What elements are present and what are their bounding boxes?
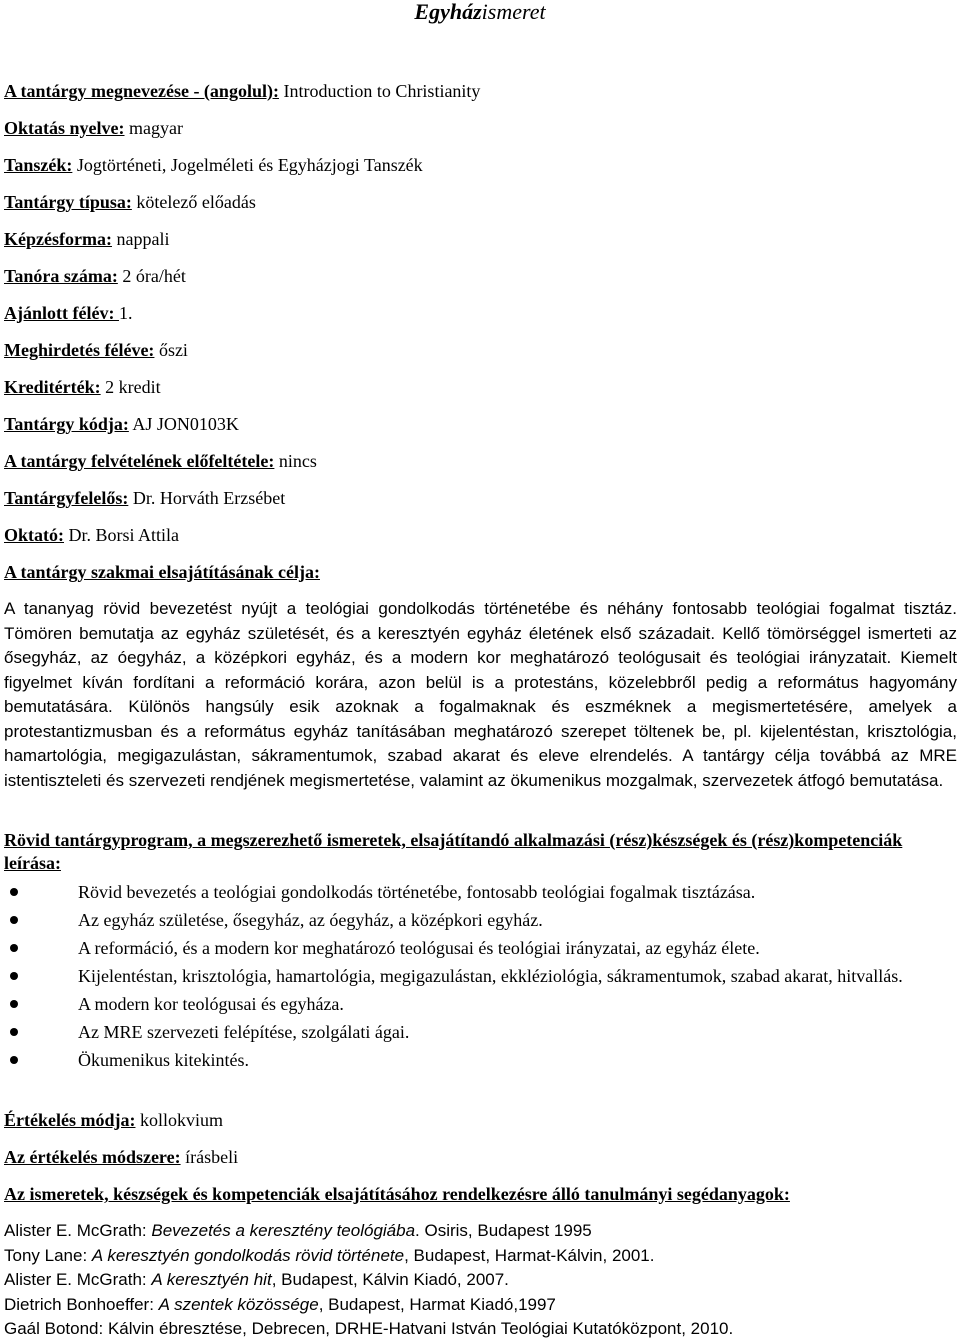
field-value: AJ JON0103K bbox=[128, 414, 239, 434]
field-lecturer bbox=[4, 524, 179, 546]
field-label: A tantárgy megnevezése - (angolul): bbox=[4, 81, 279, 101]
reference-author: Dietrich Bonhoeffer: bbox=[4, 1294, 159, 1314]
list-item: Kijelentéstan, krisztológia, hamartológia, megigazulástan, ekkléziológia, sákramentumok, szabad akarat, hitvallás. bbox=[4, 964, 957, 988]
field-value: írásbeli bbox=[180, 1147, 239, 1167]
field-value: 2 óra/hét bbox=[117, 266, 186, 286]
field-value: 1. bbox=[118, 303, 133, 323]
reference-title: A szentek közössége bbox=[158, 1294, 319, 1314]
goal-paragraph: A tananyag rövid bevezetést nyújt a teológiai gondolkodás történetébe és néhány fontosabb teológiai fogalmat tisztáz. Tömören bemutatja az egyház születését, és a keresztyén egyház életének első századait. Kellő tömörséggel ismerteti az ősegyház, az óegyház, a középkori egyház, és a modern kor meghatározó teológusait és teológiai irányzatait. Kiemelt figyelmet kíván fordítani a reformáció korára, azon belül is a protestáns, közelebbről pedig a református hagyomány bemutatására. Különös hangsúly esik azoknak a fogalmaknak és eszméknek a megismertetésére, amelyek a protestantizmusban és a református egyház tanításában meghatározó szerepet töltenek be, pl. kijelentéstan, krisztológia, hamartológia, megigazulástan, sákramentumok, szabad akarat és eleve elrendelés. A tantárgy célja továbbá az MRE istentiszteleti és szervezeti rendjének megismertetése, valamint az ökumenikus mozgalmak, szervezetek átfogó bemutatása. bbox=[4, 599, 957, 790]
field-value: 2 kredit bbox=[100, 377, 161, 397]
field-value: kollokvium bbox=[135, 1110, 223, 1130]
field-value: kötelező előadás bbox=[131, 192, 256, 212]
list-item: A reformáció, és a modern kor meghatározó teológusai és teológiai irányzatai, az egyház élete. bbox=[4, 936, 957, 960]
list-item: Ökumenikus kitekintés. bbox=[4, 1048, 957, 1072]
field-education-form bbox=[4, 228, 169, 250]
field-prerequisite bbox=[4, 450, 317, 472]
list-item: A modern kor teológusai és egyháza. bbox=[4, 992, 957, 1016]
field-label: Oktatás nyelve: bbox=[4, 118, 125, 138]
title-italic-part: Egyház bbox=[414, 0, 482, 24]
list-item: Rövid bevezetés a teológiai gondolkodás történetébe, fontosabb teológiai fogalmak tisztázása. bbox=[4, 880, 957, 904]
reference-item bbox=[4, 1244, 957, 1269]
reference-title: A keresztyén gondolkodás rövid története bbox=[91, 1245, 405, 1265]
reference-title: A keresztyén hit bbox=[151, 1270, 272, 1289]
field-label: Értékelés módja: bbox=[4, 1110, 136, 1130]
field-course-code bbox=[4, 413, 239, 435]
field-department bbox=[4, 154, 423, 176]
field-label: Képzésforma: bbox=[4, 229, 112, 249]
field-label: A tantárgy felvételének előfeltétele: bbox=[4, 451, 275, 471]
field-value: nappali bbox=[111, 229, 170, 249]
goal-heading: A tantárgy szakmai elsajátításának célja: bbox=[4, 562, 320, 582]
field-value: magyar bbox=[124, 118, 183, 138]
reference-author: Tony Lane: bbox=[4, 1245, 92, 1265]
reference-details: , Budapest, Harmat-Kálvin, 2001. bbox=[404, 1245, 655, 1265]
field-value: Introduction to Christianity bbox=[278, 81, 481, 101]
field-evaluation-mode bbox=[4, 1109, 223, 1131]
field-label: Oktató: bbox=[4, 525, 64, 545]
reference-list bbox=[4, 1219, 957, 1342]
reference-item bbox=[4, 1293, 957, 1318]
field-label: Tanóra száma: bbox=[4, 266, 118, 286]
reference-author: Alister E. McGrath: bbox=[4, 1221, 152, 1240]
reference-item bbox=[4, 1219, 957, 1244]
field-label: Ajánlott félév: bbox=[4, 303, 119, 323]
materials-heading: Az ismeretek, készségek és kompetenciák elsajátításához rendelkezésre álló tanulmányi segédanyagok: bbox=[4, 1184, 790, 1204]
reference-title: Bevezetés a keresztény teológiába bbox=[151, 1221, 416, 1240]
program-list bbox=[4, 880, 957, 1072]
page-title bbox=[0, 0, 960, 24]
field-course-type bbox=[4, 191, 256, 213]
field-value: Jogtörténeti, Jogelméleti és Egyházjogi Tanszék bbox=[72, 155, 423, 175]
list-item: Az egyház születése, ősegyház, az óegyház, a középkori egyház. bbox=[4, 908, 957, 932]
title-rest-part: ismeret bbox=[481, 0, 546, 24]
reference-author: Alister E. McGrath: bbox=[4, 1270, 152, 1289]
field-label: Tantárgy típusa: bbox=[4, 192, 132, 212]
list-item: Az MRE szervezeti felépítése, szolgálati ágai. bbox=[4, 1020, 957, 1044]
field-label: Tanszék: bbox=[4, 155, 73, 175]
reference-item bbox=[4, 1268, 957, 1293]
field-semester bbox=[4, 302, 132, 324]
field-label: Meghirdetés féléve: bbox=[4, 340, 155, 360]
reference-details: . Osiris, Budapest 1995 bbox=[415, 1221, 592, 1240]
program-heading: Rövid tantárgyprogram, a megszerezhető ismeretek, elsajátítandó alkalmazási (rész)készségek és (rész)kompetenciák leírása: bbox=[4, 830, 903, 873]
field-announcement bbox=[4, 339, 188, 361]
field-course-name bbox=[4, 80, 480, 102]
field-evaluation-method bbox=[4, 1146, 238, 1168]
field-value: Dr. Horváth Erzsébet bbox=[128, 488, 286, 508]
field-label: Az értékelés módszere: bbox=[4, 1147, 181, 1167]
field-label: Kreditérték: bbox=[4, 377, 101, 397]
field-value: nincs bbox=[274, 451, 317, 471]
field-value: Dr. Borsi Attila bbox=[64, 525, 180, 545]
field-label: Tantárgy kódja: bbox=[4, 414, 129, 434]
field-language bbox=[4, 117, 183, 139]
reference-details: , Budapest, Kálvin Kiadó, 2007. bbox=[271, 1270, 509, 1289]
field-responsible bbox=[4, 487, 285, 509]
reference-author: Gaál Botond: Kálvin ébresztése, Debrecen, DRHE-Hatvani István Teológiai Kutatóközpont, 2010. bbox=[4, 1319, 734, 1338]
reference-item bbox=[4, 1317, 957, 1342]
field-value: őszi bbox=[154, 340, 188, 360]
reference-details: , Budapest, Harmat Kiadó,1997 bbox=[318, 1294, 556, 1314]
field-label: Tantárgyfelelős: bbox=[4, 488, 129, 508]
field-hours bbox=[4, 265, 186, 287]
field-credits bbox=[4, 376, 161, 398]
